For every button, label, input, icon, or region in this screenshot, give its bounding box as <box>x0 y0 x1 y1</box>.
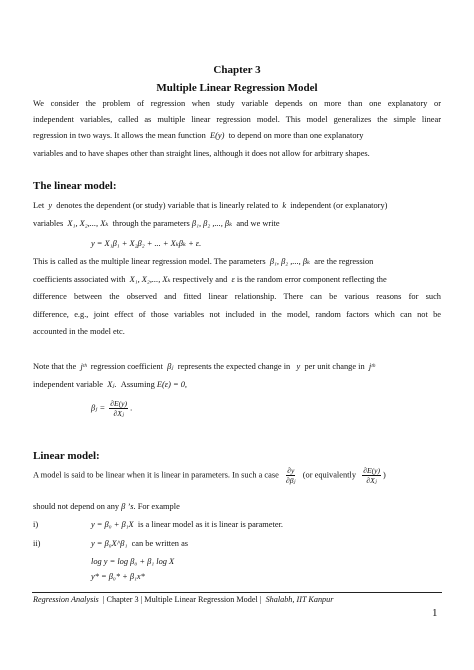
footer-chapter: | Chapter 3 | Multiple Linear Regression Model | <box>102 595 262 604</box>
footer-rule <box>32 592 442 593</box>
chapter-subtitle: Multiple Linear Regression Model <box>156 82 318 94</box>
example-i-number: i) <box>33 520 39 529</box>
section-heading-linear-model: The linear model: <box>33 180 117 192</box>
section-heading-linear-model-2: Linear model: <box>33 450 100 462</box>
example-i: y = β₀ + β₁X is a linear model as it is linear is parameter. <box>91 520 283 529</box>
lm-line-7: accounted in the model etc. <box>33 327 125 336</box>
intro-line-1: We consider the problem of regression when study variable depends on more than one explanatory or <box>33 99 441 108</box>
footer-author: Shalabh, IIT Kanpur <box>265 595 334 604</box>
footer-book-title: Regression Analysis <box>33 595 99 604</box>
linear-line-2: should not depend on any β ’s. For example <box>33 502 180 511</box>
mean-function: E(y) <box>210 131 225 140</box>
lm-line-1: Let y denotes the dependent (or study) variable that is linearly related to k independent (or explanatory) <box>33 201 388 210</box>
footer <box>33 595 333 604</box>
chapter-title: Chapter 3 <box>213 64 261 76</box>
lm-line-3: This is called as the multiple linear regression model. The parameters β₁, β₂ ,..., βₖ are the regression <box>33 257 374 266</box>
equation-main: y = X₁β₁ + X₂β₂ + ... + Xₖβₖ + ε. <box>91 239 202 248</box>
intro-line-2: independent variables, called as multiple linear regression model. This model generalizes the simple linear <box>33 115 441 124</box>
lm-line-2: variables X₁, X₂,..., Xₖ through the parameters β₁, β₂ ,..., βₖ and we write <box>33 219 280 228</box>
page-number: 1 <box>432 607 438 619</box>
lm-line-6: difference, e.g., joint effect of those variables not included in the model, random factors which can not be <box>33 310 441 319</box>
intro-line-4: variables and to have shapes other than straight lines, although it does not allow for arbitrary shapes. <box>33 149 370 158</box>
linear-line-1: A model is said to be linear when it is linear in parameters. In such a case $\frac{\partial y}{\text{∂βⱼ}}$ (or equivalently $\frac{\partial E(y)}{\text{∂Xⱼ}}$ ) <box>33 466 386 485</box>
equation-beta: βⱼ = $\frac{\partial E(y)}{\text{∂Xⱼ}}$ . <box>91 399 133 418</box>
note-line-1: Note that the jᵗʰ regression coefficient βⱼ represents the expected change in y per unit change in jᵗʰ <box>33 362 375 371</box>
lm-line-5: difference between the observed and fitted linear relationship. There can be various reasons for such <box>33 292 441 301</box>
example-ii-log: log y = log β₀ + β₁ log X <box>91 557 175 566</box>
example-ii-star: y* = β₀* + β₁x* <box>91 572 145 581</box>
example-ii: y = β₀X^β₁ can be written as <box>91 539 189 548</box>
lm-line-4: coefficients associated with X₁, X₂,..., Xₖ respectively and ε is the random error component reflecting the <box>33 275 387 284</box>
example-ii-number: ii) <box>33 539 41 548</box>
note-line-2: independent variable Xⱼ. Assuming E(ε) = 0, <box>33 380 187 389</box>
intro-line-3: regression in two ways. It allows the mean function E(y) to depend on more than one explanatory <box>33 131 364 140</box>
